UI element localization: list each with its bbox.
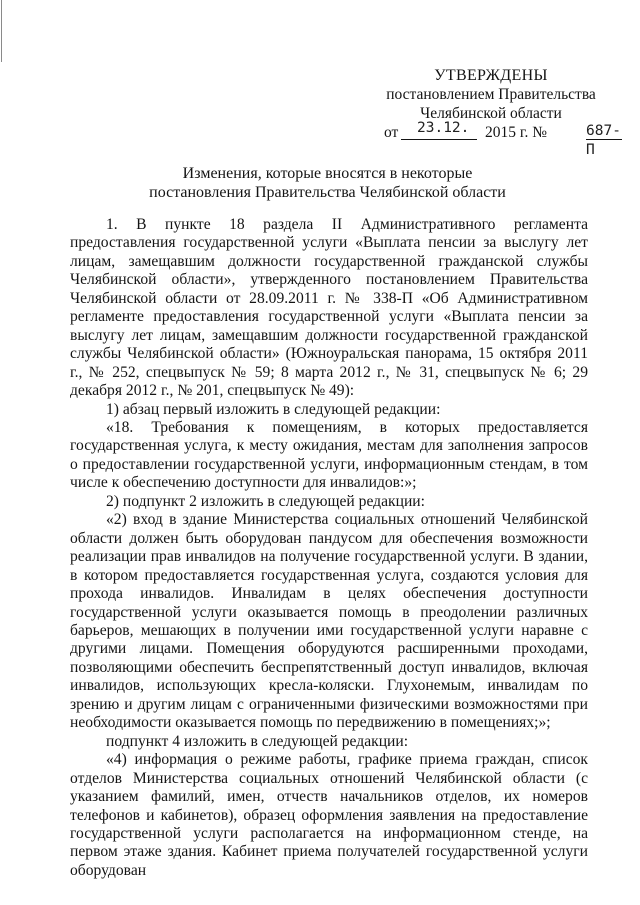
approval-line-1: постановлением Правительства <box>386 86 596 103</box>
paragraph-quote-18: «18. Требования к помещениям, в которых предоставляется государственная услуга, к месту ожидания, местам для заполнения запросов о предоставлении государственной услуги, информационным стендам, в том числе к обеспечению доступности для инвалидов:»; <box>70 418 588 492</box>
date-underline <box>401 139 477 140</box>
paragraph-quote-4: «4) информация о режиме работы, графике приема граждан, список отделов Министерства социальных отношений Челябинской области (с указанием фамилий, имен, отчеств начальников отделов, их номеров телефонов и кабинетов), образец оформления заявления на предоставление государственной услуги располагается на информационном стенде, на первом этаже здания. Кабинет приема получателей государственной услуги оборудован <box>70 751 588 879</box>
handwritten-date: 23.12. <box>417 120 470 136</box>
title-line-1: Изменения, которые вносятся в некоторые <box>182 165 473 182</box>
paragraph-subitem-2: 2) подпункт 2 изложить в следующей редакции: <box>106 492 425 510</box>
date-prefix: от <box>384 124 399 141</box>
scan-edge-mark <box>1 0 2 62</box>
approval-stamp-block <box>360 66 622 158</box>
year-and-number-prefix: 2015 г. № <box>485 124 548 141</box>
paragraph-quote-2: «2) вход в здание Министерства социальных отношений Челябинской области должен быть оборудован пандусом для обеспечения возможности реализации прав инвалидов на получение государственной услуги. В здании, в котором предоставляется государственная услуга, создаются условия для прохода инвалидов. Инвалидам в целях обеспечения доступности государственной услуги оказывается помощь в преодолении различных барьеров, мешающих в получении ими государственной услуги наравне с другими лицами. Помещения оборудуются расширенными проходами, позволяющими обеспечить беспрепятственный доступ инвалидов, включая инвалидов, использующих кресла-коляски. Глухонемым, инвалидам по зрению и другим лицам с ограниченными физическими возможностями при необходимости оказывается помощь по передвижению в помещениях;»; <box>70 511 588 732</box>
handwritten-number: 687-П <box>586 123 621 158</box>
document-body <box>70 216 588 880</box>
paragraph-subitem-4: подпункт 4 изложить в следующей редакции: <box>106 732 409 750</box>
paragraph-item-1: 1. В пункте 18 раздела II Административного регламента предоставления государственной услуги «Выплата пенсии за выслугу лет лицам, замещавшим должности государственной гражданской службы Челябинской области», утвержденного постановлением Правительства Челябинской области от 28.09.2011 г. № 338-П «Об Административном регламенте предоставления государственной услуги «Выплата пенсии за выслугу лет лицам, замещавшим должности государственной гражданской службы Челябинской области» (Южноуральская панорама, 15 октября 2011 г., № 252, спецвыпуск № 59; 8 марта 2012 г., № 31, спецвыпуск № 6; 29 декабря 2012 г., № 201, спецвыпуск № 49): <box>70 216 588 400</box>
approval-heading: УТВЕРЖДЕНЫ <box>434 67 548 84</box>
approval-line-2: Челябинской области <box>420 105 562 122</box>
paragraph-subitem-1: 1) абзац первый изложить в следующей редакции: <box>106 400 441 418</box>
title-line-2: постановления Правительства Челябинской области <box>149 184 506 201</box>
approval-date-line <box>360 120 622 158</box>
document-title <box>70 164 585 202</box>
